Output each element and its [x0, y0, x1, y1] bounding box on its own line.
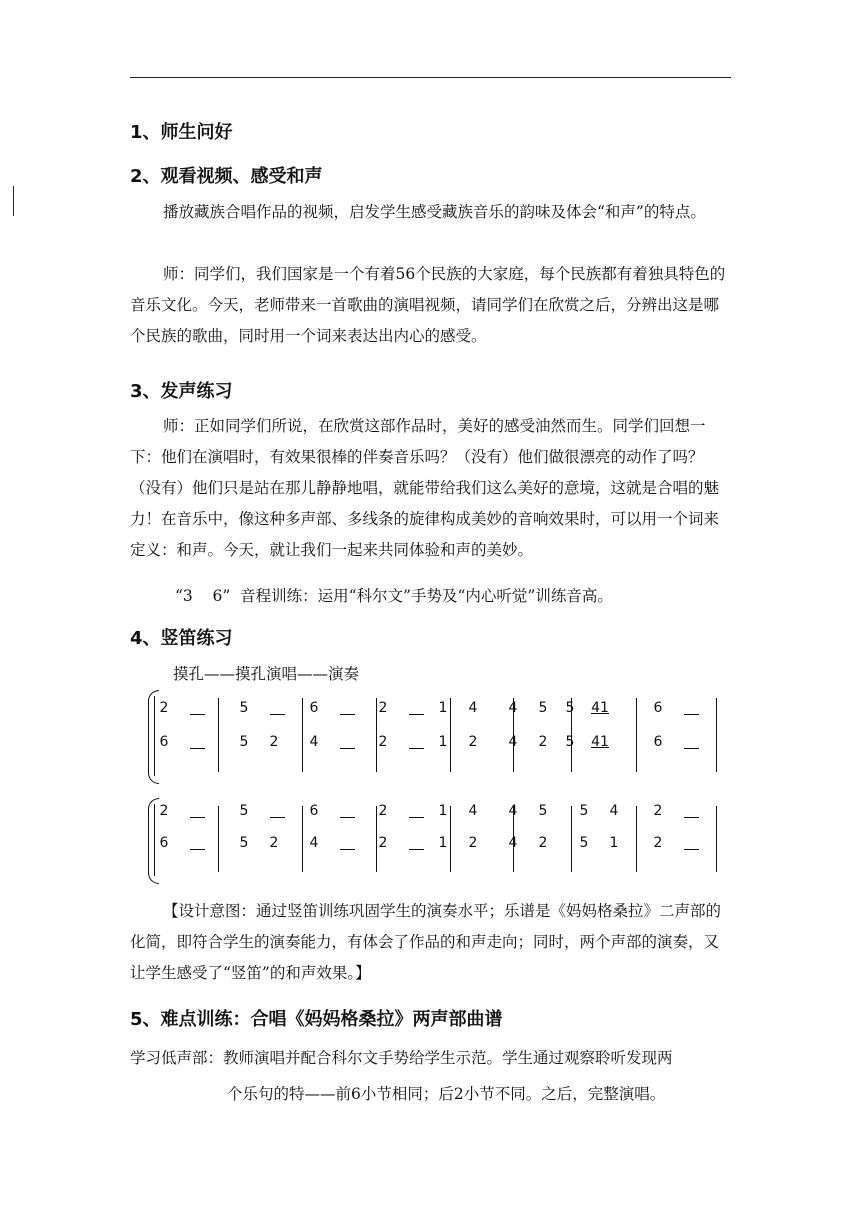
note: 6 [159, 734, 169, 750]
score-system-2 [148, 798, 728, 884]
score-bracket-line [154, 804, 159, 876]
paragraph-video: 播放藏族合唱作品的视频，启发学生感受藏族音乐的韵味及体会“和声”的特点。 [163, 203, 706, 221]
barline [636, 806, 637, 872]
recorder-steps: 摸孔——摸孔演唱——演奏 [173, 665, 360, 683]
barline [450, 806, 451, 872]
barline [571, 806, 572, 872]
note: 4 [508, 835, 518, 851]
note: 41 [591, 700, 609, 716]
heading-5: 5、难点训练：合唱《妈妈格桑拉》两声部曲谱 [130, 1009, 503, 1030]
note-dash [190, 817, 205, 818]
note: 2 [378, 835, 388, 851]
note: 2 [468, 734, 478, 750]
score-bracket-line [154, 696, 159, 776]
note: 2 [653, 835, 663, 851]
note: 1 [438, 835, 448, 851]
note: 4 [309, 734, 319, 750]
barline [218, 698, 219, 772]
note: 4 [309, 835, 319, 851]
note-dash [684, 748, 699, 749]
barline [218, 806, 219, 872]
barline [302, 806, 303, 872]
note-dash [684, 714, 699, 715]
note: 5 [239, 835, 249, 851]
score-system-1 [148, 690, 728, 780]
note-dash [340, 817, 355, 818]
barline [376, 806, 377, 872]
barline [716, 698, 717, 772]
note-dash [340, 748, 355, 749]
note-dash [409, 817, 424, 818]
note: 4 [508, 700, 518, 716]
note: 5 [565, 734, 575, 750]
interval-training: “3 6” 音程训练：运用“科尔文”手势及“内心听觉”训练音高。 [175, 587, 613, 605]
note: 5 [579, 835, 589, 851]
heading-4: 4、竖笛练习 [130, 628, 233, 649]
note: 2 [159, 700, 169, 716]
note: 2 [269, 835, 279, 851]
barline [450, 698, 451, 772]
note: 4 [468, 700, 478, 716]
text-cursor [13, 186, 14, 216]
note: 4 [508, 734, 518, 750]
barline [716, 806, 717, 872]
paragraph-low-part: 学习低声部：教师演唱并配合科尔文手势给学生示范。学生通过观察聆听发现两 [130, 1049, 673, 1067]
note: 41 [591, 734, 609, 750]
heading-1: 1、师生问好 [130, 122, 233, 143]
note: 1 [609, 835, 619, 851]
header-rule [130, 77, 731, 78]
note: 4 [468, 803, 478, 819]
note-dash [340, 849, 355, 850]
note: 5 [579, 803, 589, 819]
paragraph-low-part-cont: 个乐句的特——前6小节相同；后2小节不同。之后，完整演唱。 [227, 1085, 666, 1103]
barline [636, 698, 637, 772]
note: 2 [378, 803, 388, 819]
heading-2: 2、观看视频、感受和声 [130, 166, 323, 187]
paragraph-design-intent: 【设计意图：通过竖笛训练巩固学生的演奏水平；乐谱是《妈妈格桑拉》二声部的化简，即符合学生的演奏能力，有体会了作品的和声走向；同时，两个声部的演奏，又让学生感受了“竖笛”的和声效果。】 [130, 902, 722, 982]
paragraph-vocal: 师：正如同学们所说，在欣赏这部作品时，美好的感受油然而生。同学们回想一下：他们在演唱时，有效果很棒的伴奏音乐吗？（没有）他们做很漂亮的动作了吗？（没有）他们只是站在那儿静静地唱，就能带给我们这么美好的意境，这就是合唱的魅力！在音乐中，像这种多声部、多线条的旋律构成美妙的音响效果时，可以用一个词来定义：和声。今天，就让我们一起来共同体验和声的美妙。 [130, 417, 720, 559]
note: 1 [438, 700, 448, 716]
note: 6 [309, 700, 319, 716]
note: 5 [239, 803, 249, 819]
note: 6 [309, 803, 319, 819]
note-dash [270, 817, 285, 818]
note: 2 [538, 734, 548, 750]
note: 2 [653, 803, 663, 819]
note-dash [409, 714, 424, 715]
note-dash [409, 849, 424, 850]
barline [376, 698, 377, 772]
note: 5 [538, 803, 548, 819]
note: 5 [565, 700, 575, 716]
paragraph-teacher-intro: 师：同学们，我们国家是一个有着56个民族的大家庭，每个民族都有着独具特色的音乐文化。今天，老师带来一首歌曲的演唱视频，请同学们在欣赏之后，分辨出这是哪个民族的歌曲，同时用一个词来表达出内心的感受。 [130, 265, 726, 345]
note: 1 [438, 803, 448, 819]
note: 6 [653, 734, 663, 750]
note: 2 [269, 734, 279, 750]
barline [302, 698, 303, 772]
note: 2 [378, 734, 388, 750]
note: 2 [159, 803, 169, 819]
note: 2 [468, 835, 478, 851]
note: 2 [538, 835, 548, 851]
note: 5 [239, 734, 249, 750]
note: 4 [508, 803, 518, 819]
note: 5 [239, 700, 249, 716]
note: 6 [653, 700, 663, 716]
note-dash [684, 849, 699, 850]
note-dash [340, 714, 355, 715]
note: 1 [438, 734, 448, 750]
note-dash [190, 748, 205, 749]
note: 6 [159, 835, 169, 851]
note: 5 [538, 700, 548, 716]
note-dash [190, 714, 205, 715]
note-dash [409, 748, 424, 749]
note: 2 [378, 700, 388, 716]
note-dash [270, 714, 285, 715]
note-dash [684, 817, 699, 818]
note: 4 [609, 803, 619, 819]
note-dash [190, 849, 205, 850]
heading-3: 3、发声练习 [130, 381, 233, 402]
